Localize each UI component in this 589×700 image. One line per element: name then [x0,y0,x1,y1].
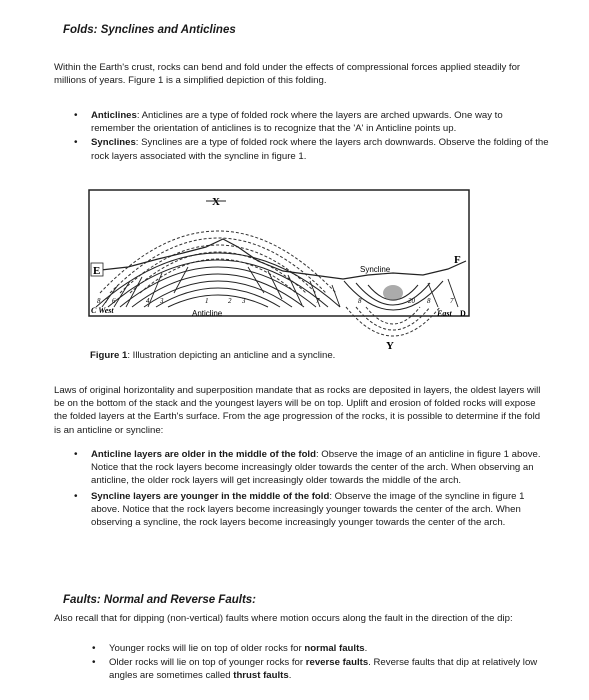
list-item [74,448,549,488]
layer-number: 3 [160,297,164,305]
caption-label: Figure 1 [90,350,128,361]
layer-number: 8 [97,297,101,305]
layer-number: 8 [358,297,362,305]
bullet-icon: • [74,449,78,460]
label-east: East [437,309,452,318]
section-title-folds: Folds: Synclines and Anticlines [63,24,236,36]
layer-number: 8 [427,297,431,305]
label-syncline: Syncline [360,265,391,274]
syncline-core [383,285,403,301]
bullet-text-post: . Reverse faults that dip at relatively low angles are sometimes called [109,657,538,682]
label-f: F [454,254,461,266]
folds-bullet-list [74,109,549,163]
list-item [92,642,549,655]
layer-number: 7 [105,297,109,305]
section-title-faults: Faults: Normal and Reverse Faults: [63,594,256,606]
bullet-term: Syncline layers are younger in the middle of the fold [91,490,330,502]
bullet-term-2: thrust faults [233,670,289,682]
faults-intro-paragraph: Also recall that for dipping (non-vertical) faults where motion occurs along the fault in the direction of the dip: [54,613,513,624]
bullet-term: Anticline layers are older in the middle of the fold [91,449,316,460]
layer-number: 1 [205,297,209,305]
fold-illustration [88,189,470,361]
list-item [92,656,549,682]
list-item [74,109,549,135]
bullet-text: : Anticlines are a type of folded rock where the layers are arched upwards. One way to remember the orientation of anticlines is to recognize that the 'A' in Anticline points up. [91,110,503,135]
figure-caption [90,349,335,362]
superposition-paragraph: Laws of original horizontality and superposition mandate that as rocks are deposited in layers, the oldest layers will be on the bottom of the stack and the youngest layers will be on top. Uplift and erosion of folded rocks will expose the folded layers at the Earth's surface. From the age progression of the rocks, it is possible to determine if the fold is an anticline or syncline: [54,385,541,436]
layer-number: 4 [146,297,150,305]
folds-intro-paragraph: Within the Earth's crust, rocks can bend and fold under the effects of compressional forces applied steadily for millions of years. Figure 1 is a simplified depiction of this folding. [54,62,521,87]
bullet-term: normal faults [304,643,365,654]
fold-illustration-svg [88,189,470,361]
label-west: C West [91,306,114,315]
faults-bullet-list [92,642,549,683]
layer-number: 3 [242,297,246,305]
layer-number: 7 [450,297,454,305]
bullet-text-pre: Younger rocks will lie on top of older rocks for [109,643,305,654]
age-bullet-list [74,448,549,529]
bullet-term: Synclines [91,137,136,149]
caption-text: : Illustration depicting an anticline and a syncline. [127,350,336,361]
bullet-icon: • [92,657,96,669]
bullet-text-post: . [364,643,368,654]
label-d: D [460,309,466,318]
bullet-text-pre: Older rocks will lie on top of younger rocks for [109,657,306,669]
layer-number: 20 [408,297,415,305]
label-x: X [212,196,220,208]
label-y: Y [386,340,394,352]
bullet-text: : Observe the image of an anticline in figure 1 above. Notice that the rock layers become increasingly older towards the center of the arch. When observing an anticline, the older rock layers will get increasingly older towards the middle of the arch. [91,449,541,487]
list-item [74,136,549,162]
layer-number: 2 [228,297,232,305]
bullet-text: : Synclines are a type of folded rock where the layers arch downwards. Observe the folding of the rock layers associated with the syncline in figure 1. [91,137,549,162]
bullet-term: Anticlines [91,110,137,121]
label-e: E [93,265,101,277]
bullet-term: reverse faults [305,657,369,669]
bullet-text: : Observe the image of the syncline in figure 1 above. Notice that the rock layers become increasingly younger towards the center of the arch. When observing a syncline, the rock layers become increasingly younger towards the center of the arch. [91,490,525,529]
bullet-icon: • [74,110,78,121]
bullet-text-post-2: . [288,670,292,682]
layer-number: 6 [112,297,116,305]
bullet-icon: • [92,643,96,654]
layer-number: 7 [316,297,320,305]
bullet-icon: • [74,137,78,149]
list-item [74,490,549,530]
bullet-icon: • [74,490,78,502]
label-anticline: Anticline [192,309,223,318]
